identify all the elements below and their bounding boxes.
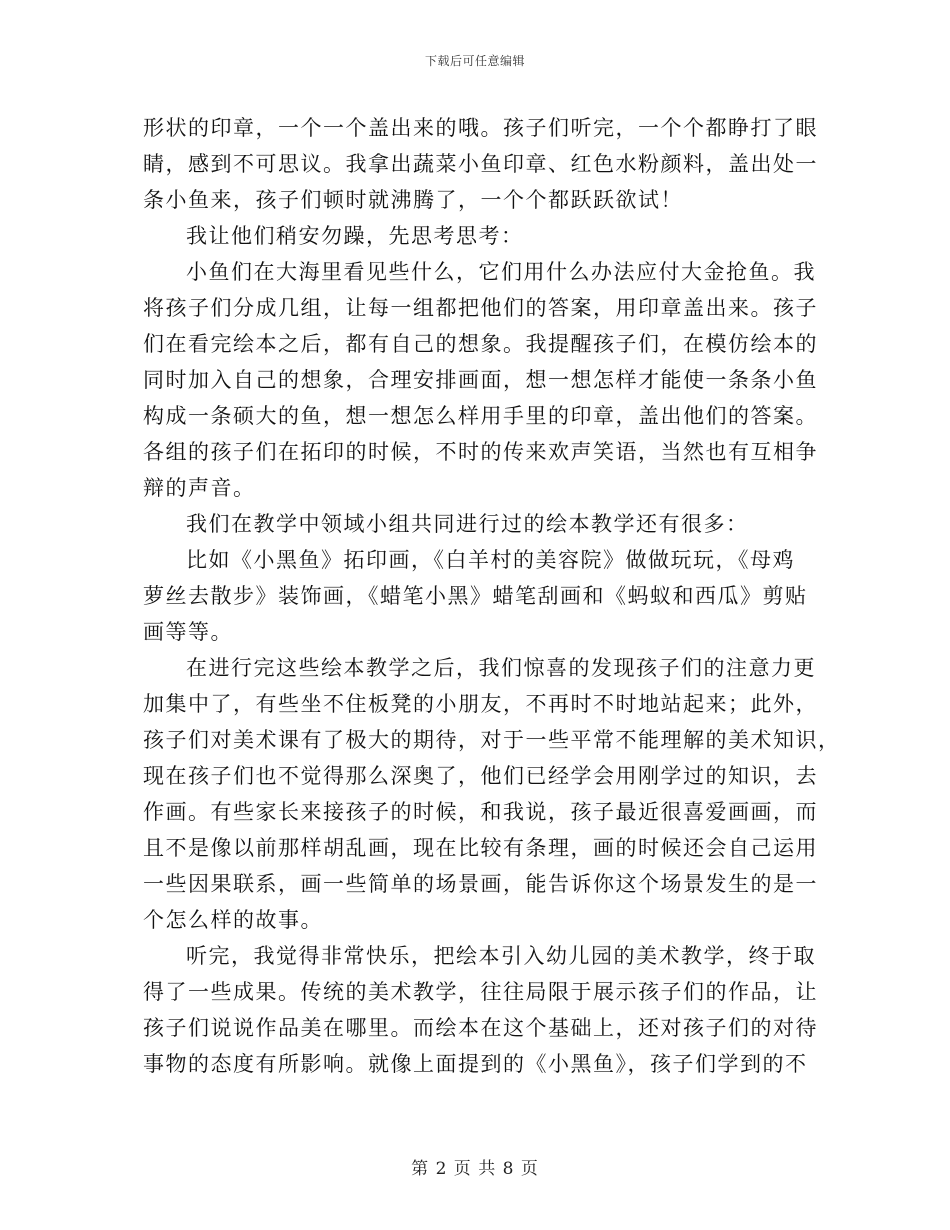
page-footer: 第 2 页 共 8 页 bbox=[411, 1159, 539, 1179]
text-line: 睛，感到不可思议。我拿出蔬菜小鱼印章、红色水粉颜料，盖出处一 bbox=[143, 152, 818, 176]
text-line: 画等等。 bbox=[143, 620, 233, 644]
text-line: 且不是像以前那样胡乱画，现在比较有条理，画的时候还会自己运用 bbox=[143, 836, 818, 860]
text-line: 听完，我觉得非常快乐，把绘本引入幼儿园的美术教学，终于取 bbox=[186, 944, 816, 968]
text-line: 得了一些成果。传统的美术教学，往往局限于展示孩子们的作品，让 bbox=[143, 980, 818, 1004]
text-line: 现在孩子们也不觉得那么深奥了，他们已经学会用刚学过的知识，去 bbox=[143, 764, 818, 788]
text-line: 孩子们对美术课有了极大的期待，对于一些平常不能理解的美术知识， bbox=[143, 728, 841, 752]
text-line: 在进行完这些绘本教学之后，我们惊喜的发现孩子们的注意力更 bbox=[186, 656, 816, 680]
text-line: 条小鱼来，孩子们顿时就沸腾了，一个个都跃跃欲试！ bbox=[143, 188, 683, 212]
text-line: 我让他们稍安勿躁，先思考思考： bbox=[186, 224, 524, 248]
page-header: 下载后可任意编辑 bbox=[424, 54, 525, 68]
text-line: 构成一条硕大的鱼，想一想怎么样用手里的印章，盖出他们的答案。 bbox=[143, 404, 818, 428]
text-line: 小鱼们在大海里看见些什么，它们用什么办法应付大金抢鱼。我 bbox=[186, 260, 816, 284]
text-line: 事物的态度有所影响。就像上面提到的《小黑鱼》，孩子们学到的不 bbox=[143, 1052, 808, 1076]
text-line: 萝丝去散步》装饰画，《蜡笔小黑》蜡笔刮画和《蚂蚁和西瓜》剪贴 bbox=[143, 584, 808, 608]
text-line: 孩子们说说作品美在哪里。而绘本在这个基础上，还对孩子们的对待 bbox=[143, 1016, 818, 1040]
text-line: 们在看完绘本之后，都有自己的想象。我提醒孩子们，在模仿绘本的 bbox=[143, 332, 818, 356]
text-line: 各组的孩子们在拓印的时候，不时的传来欢声笑语，当然也有互相争 bbox=[143, 440, 818, 464]
text-line: 形状的印章，一个一个盖出来的哦。孩子们听完，一个个都睁打了眼 bbox=[143, 116, 818, 140]
text-line: 个怎么样的故事。 bbox=[143, 908, 323, 932]
text-line: 同时加入自己的想象，合理安排画面，想一想怎样才能使一条条小鱼 bbox=[143, 368, 818, 392]
text-line: 一些因果联系，画一些简单的场景画，能告诉你这个场景发生的是一 bbox=[143, 872, 818, 896]
text-line: 加集中了，有些坐不住板凳的小朋友，不再时不时地站起来；此外， bbox=[143, 692, 818, 716]
document-body bbox=[143, 110, 841, 1082]
text-line: 作画。有些家长来接孩子的时候，和我说，孩子最近很喜爱画画，而 bbox=[143, 800, 818, 824]
text-line: 我们在教学中领域小组共同进行过的绘本教学还有很多： bbox=[186, 512, 749, 536]
text-line: 比如《小黑鱼》拓印画，《白羊村的美容院》做做玩玩，《母鸡 bbox=[186, 548, 795, 572]
text-line: 将孩子们分成几组，让每一组都把他们的答案，用印章盖出来。孩子 bbox=[143, 296, 818, 320]
text-line: 辩的声音。 bbox=[143, 476, 256, 500]
